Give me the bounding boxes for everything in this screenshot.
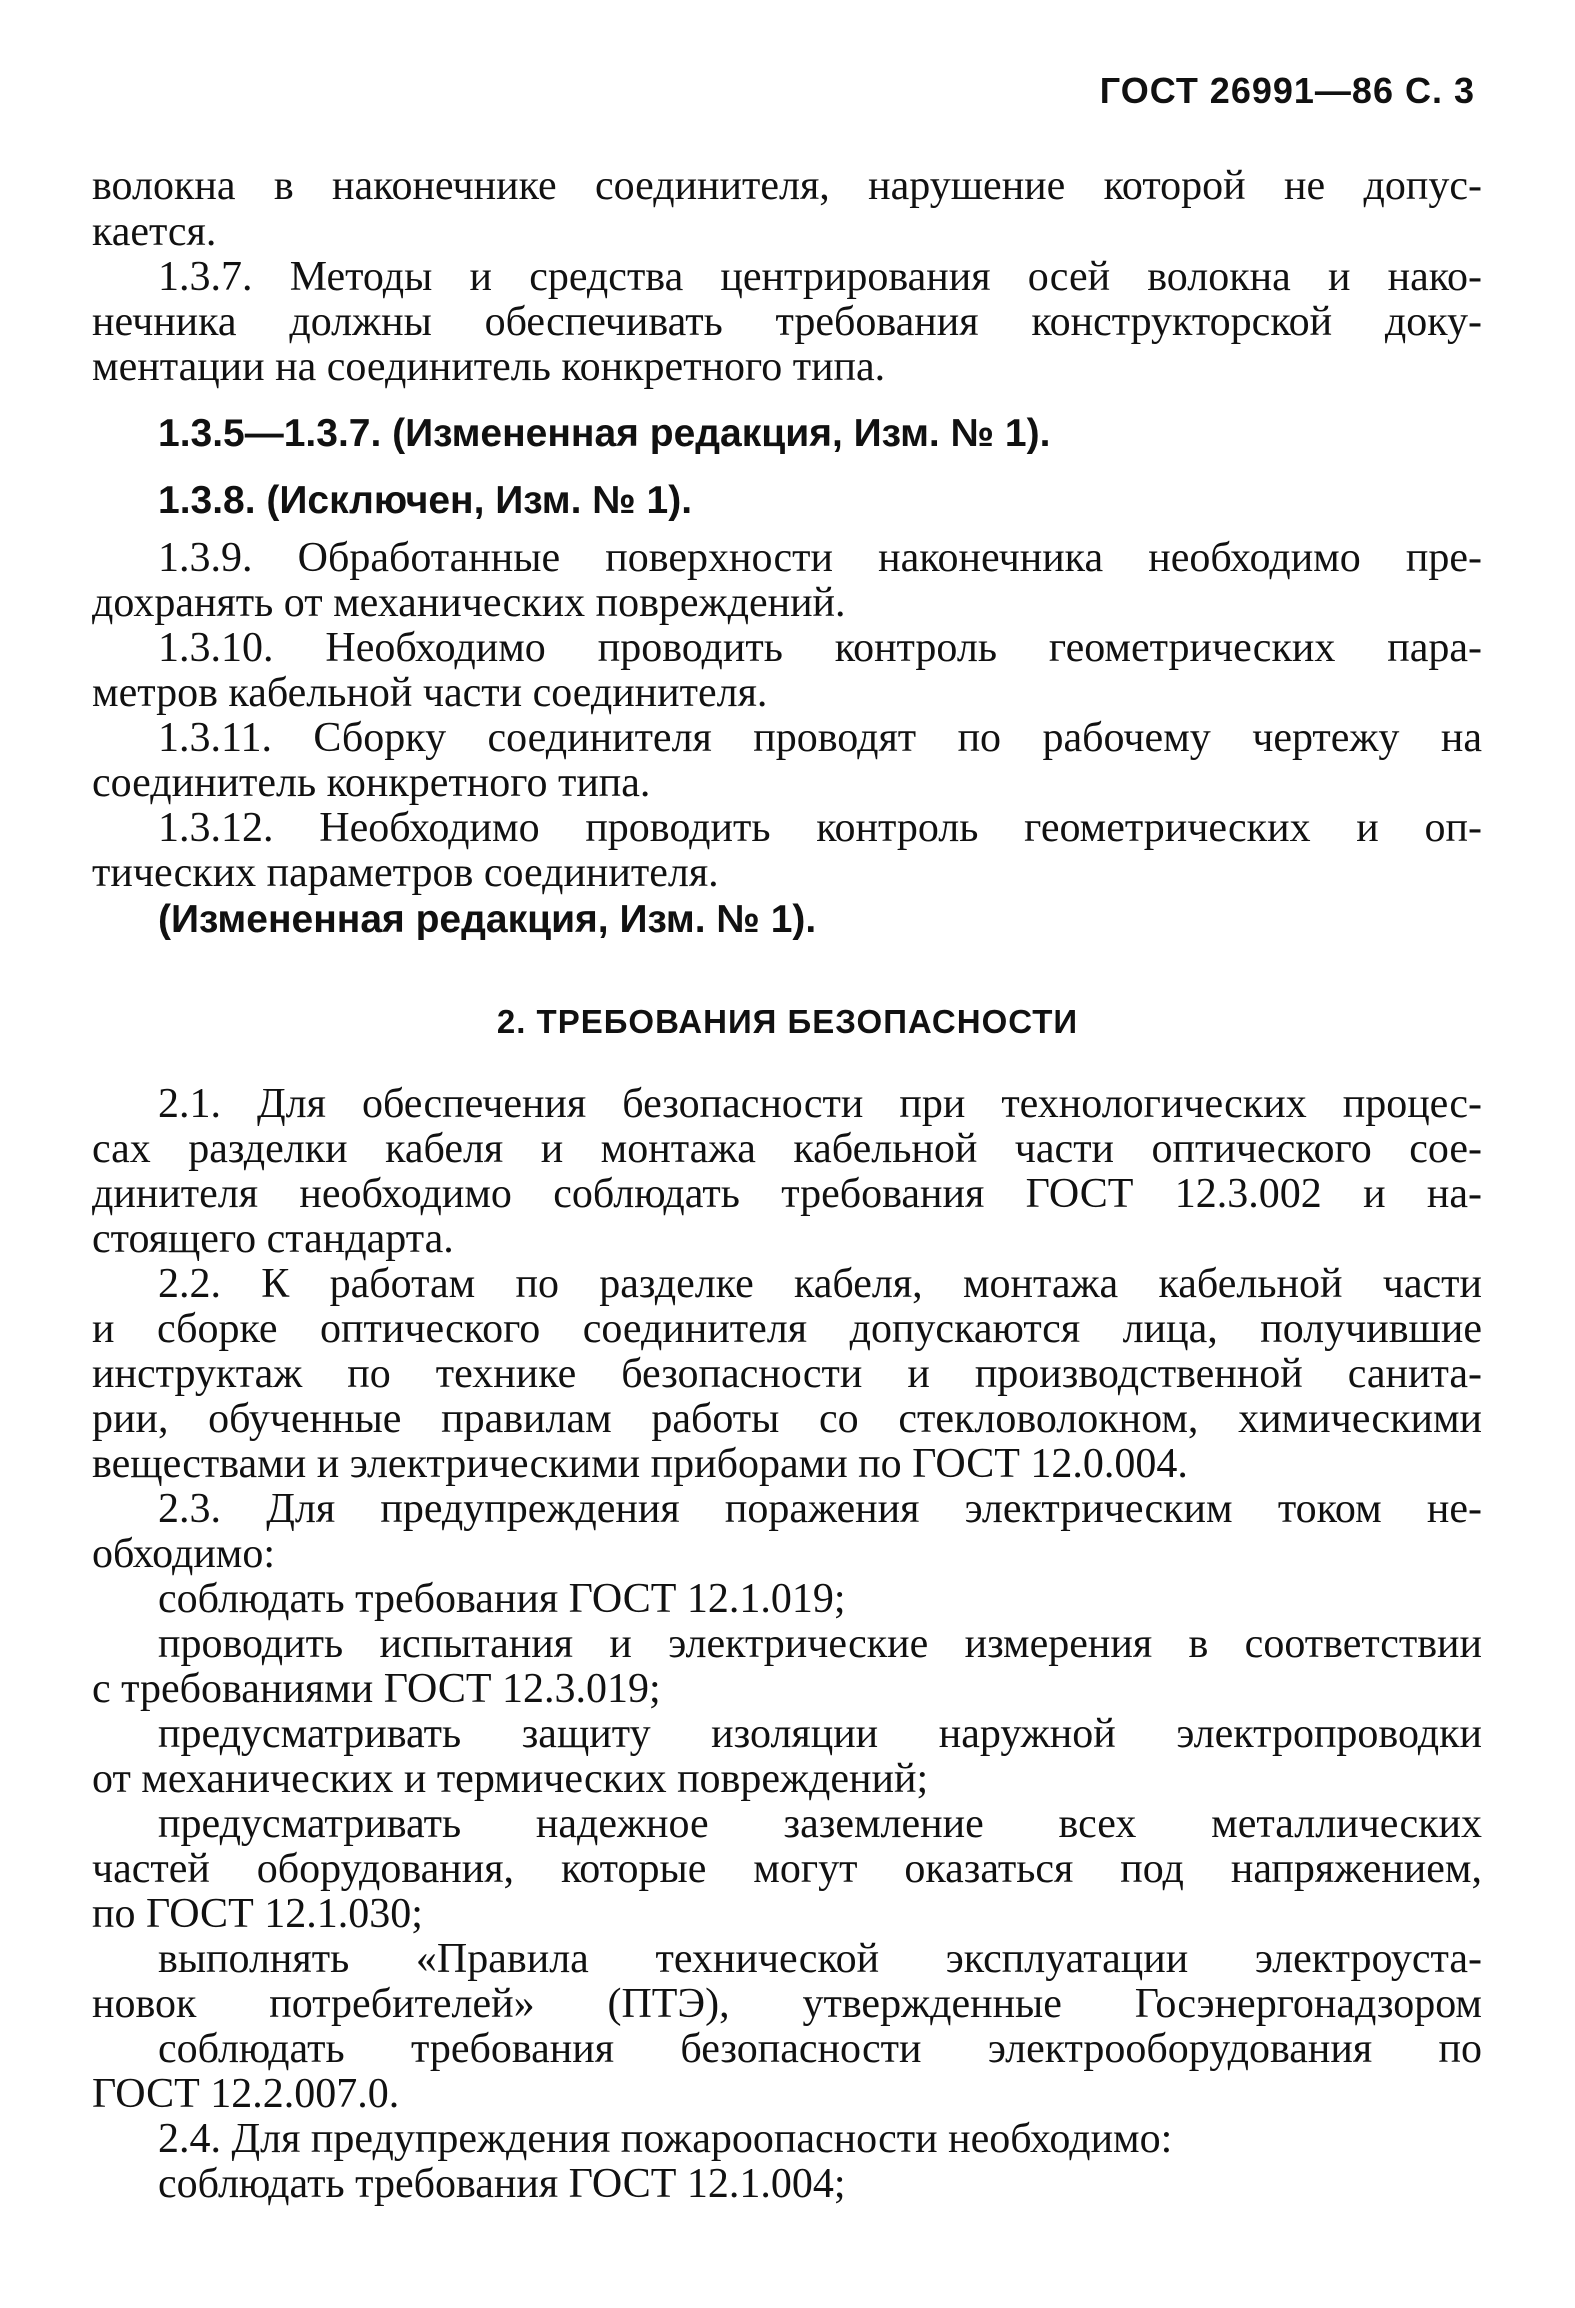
text-line: по ГОСТ 12.1.030; bbox=[92, 1891, 423, 1937]
clause-2-1: 2.1. Для обеспечения безопасности при технологических процес- bbox=[158, 1081, 1482, 1127]
text-line: инструктаж по технике безопасности и производственной санита- bbox=[92, 1351, 1482, 1397]
text-line: нечника должны обеспечивать требования конструкторской доку- bbox=[92, 299, 1482, 345]
clause-2-3: 2.3. Для предупреждения поражения электрическим током не- bbox=[158, 1486, 1482, 1532]
list-item: соблюдать требования ГОСТ 12.1.004; bbox=[158, 2161, 846, 2207]
text-line: сах разделки кабеля и монтажа кабельной части оптического сое- bbox=[92, 1126, 1482, 1172]
text-line: веществами и электрическими приборами по ГОСТ 12.0.004. bbox=[92, 1441, 1188, 1487]
clause-1-3-9: 1.3.9. Обработанные поверхности наконечника необходимо пре- bbox=[158, 535, 1482, 581]
clause-2-2: 2.2. К работам по разделке кабеля, монтажа кабельной части bbox=[158, 1261, 1482, 1307]
list-item: предусматривать надежное заземление всех металлических bbox=[158, 1801, 1482, 1847]
clause-1-3-10: 1.3.10. Необходимо проводить контроль геометрических пара- bbox=[158, 625, 1482, 671]
list-item: соблюдать требования безопасности электрооборудования по bbox=[158, 2026, 1482, 2072]
section-heading: 2. ТРЕБОВАНИЯ БЕЗОПАСНОСТИ bbox=[496, 1003, 1079, 1040]
amendment-note: 1.3.5—1.3.7. (Измененная редакция, Изм. № 1). bbox=[158, 412, 1051, 455]
text-line: кается. bbox=[92, 209, 217, 255]
clause-2-4: 2.4. Для предупреждения пожароопасности необходимо: bbox=[158, 2116, 1173, 2162]
text-line: соединитель конкретного типа. bbox=[92, 760, 651, 806]
text-line: тических параметров соединителя. bbox=[92, 850, 719, 896]
text-line: от механических и термических повреждений; bbox=[92, 1756, 929, 1802]
list-item: соблюдать требования ГОСТ 12.1.019; bbox=[158, 1576, 846, 1622]
clause-1-3-11: 1.3.11. Сборку соединителя проводят по рабочему чертежу на bbox=[158, 715, 1482, 761]
text-line: новок потребителей» (ПТЭ), утвержденные Госэнергонадзором bbox=[92, 1981, 1482, 2027]
clause-1-3-12: 1.3.12. Необходимо проводить контроль геометрических и оп- bbox=[158, 805, 1482, 851]
text-line: ментации на соединитель конкретного типа. bbox=[92, 344, 886, 390]
page-header: ГОСТ 26991—86 С. 3 bbox=[1099, 70, 1475, 111]
text-line: обходимо: bbox=[92, 1531, 276, 1577]
text-line: метров кабельной части соединителя. bbox=[92, 670, 768, 716]
text-line: динителя необходимо соблюдать требования ГОСТ 12.3.002 и на- bbox=[92, 1171, 1482, 1217]
list-item: предусматривать защиту изоляции наружной электропроводки bbox=[158, 1711, 1482, 1757]
text-line: частей оборудования, которые могут оказаться под напряжением, bbox=[92, 1846, 1482, 1892]
amendment-note: (Измененная редакция, Изм. № 1). bbox=[158, 898, 817, 941]
clause-1-3-7: 1.3.7. Методы и средства центрирования осей волокна и нако- bbox=[158, 254, 1482, 300]
list-item: проводить испытания и электрические измерения в соответствии bbox=[158, 1621, 1482, 1667]
clause-1-3-8: 1.3.8. (Исключен, Изм. № 1). bbox=[158, 479, 693, 522]
text-line: стоящего стандарта. bbox=[92, 1216, 454, 1262]
text-line: с требованиями ГОСТ 12.3.019; bbox=[92, 1666, 661, 1712]
text-line: рии, обученные правилам работы со стекловолокном, химическими bbox=[92, 1396, 1482, 1442]
text-line: волокна в наконечнике соединителя, нарушение которой не допус- bbox=[92, 163, 1482, 209]
text-line: и сборке оптического соединителя допускаются лица, получившие bbox=[92, 1306, 1482, 1352]
text-line: дохранять от механических повреждений. bbox=[92, 580, 846, 626]
text-line: ГОСТ 12.2.007.0. bbox=[92, 2071, 400, 2117]
list-item: выполнять «Правила технической эксплуатации электроуста- bbox=[158, 1936, 1482, 1982]
